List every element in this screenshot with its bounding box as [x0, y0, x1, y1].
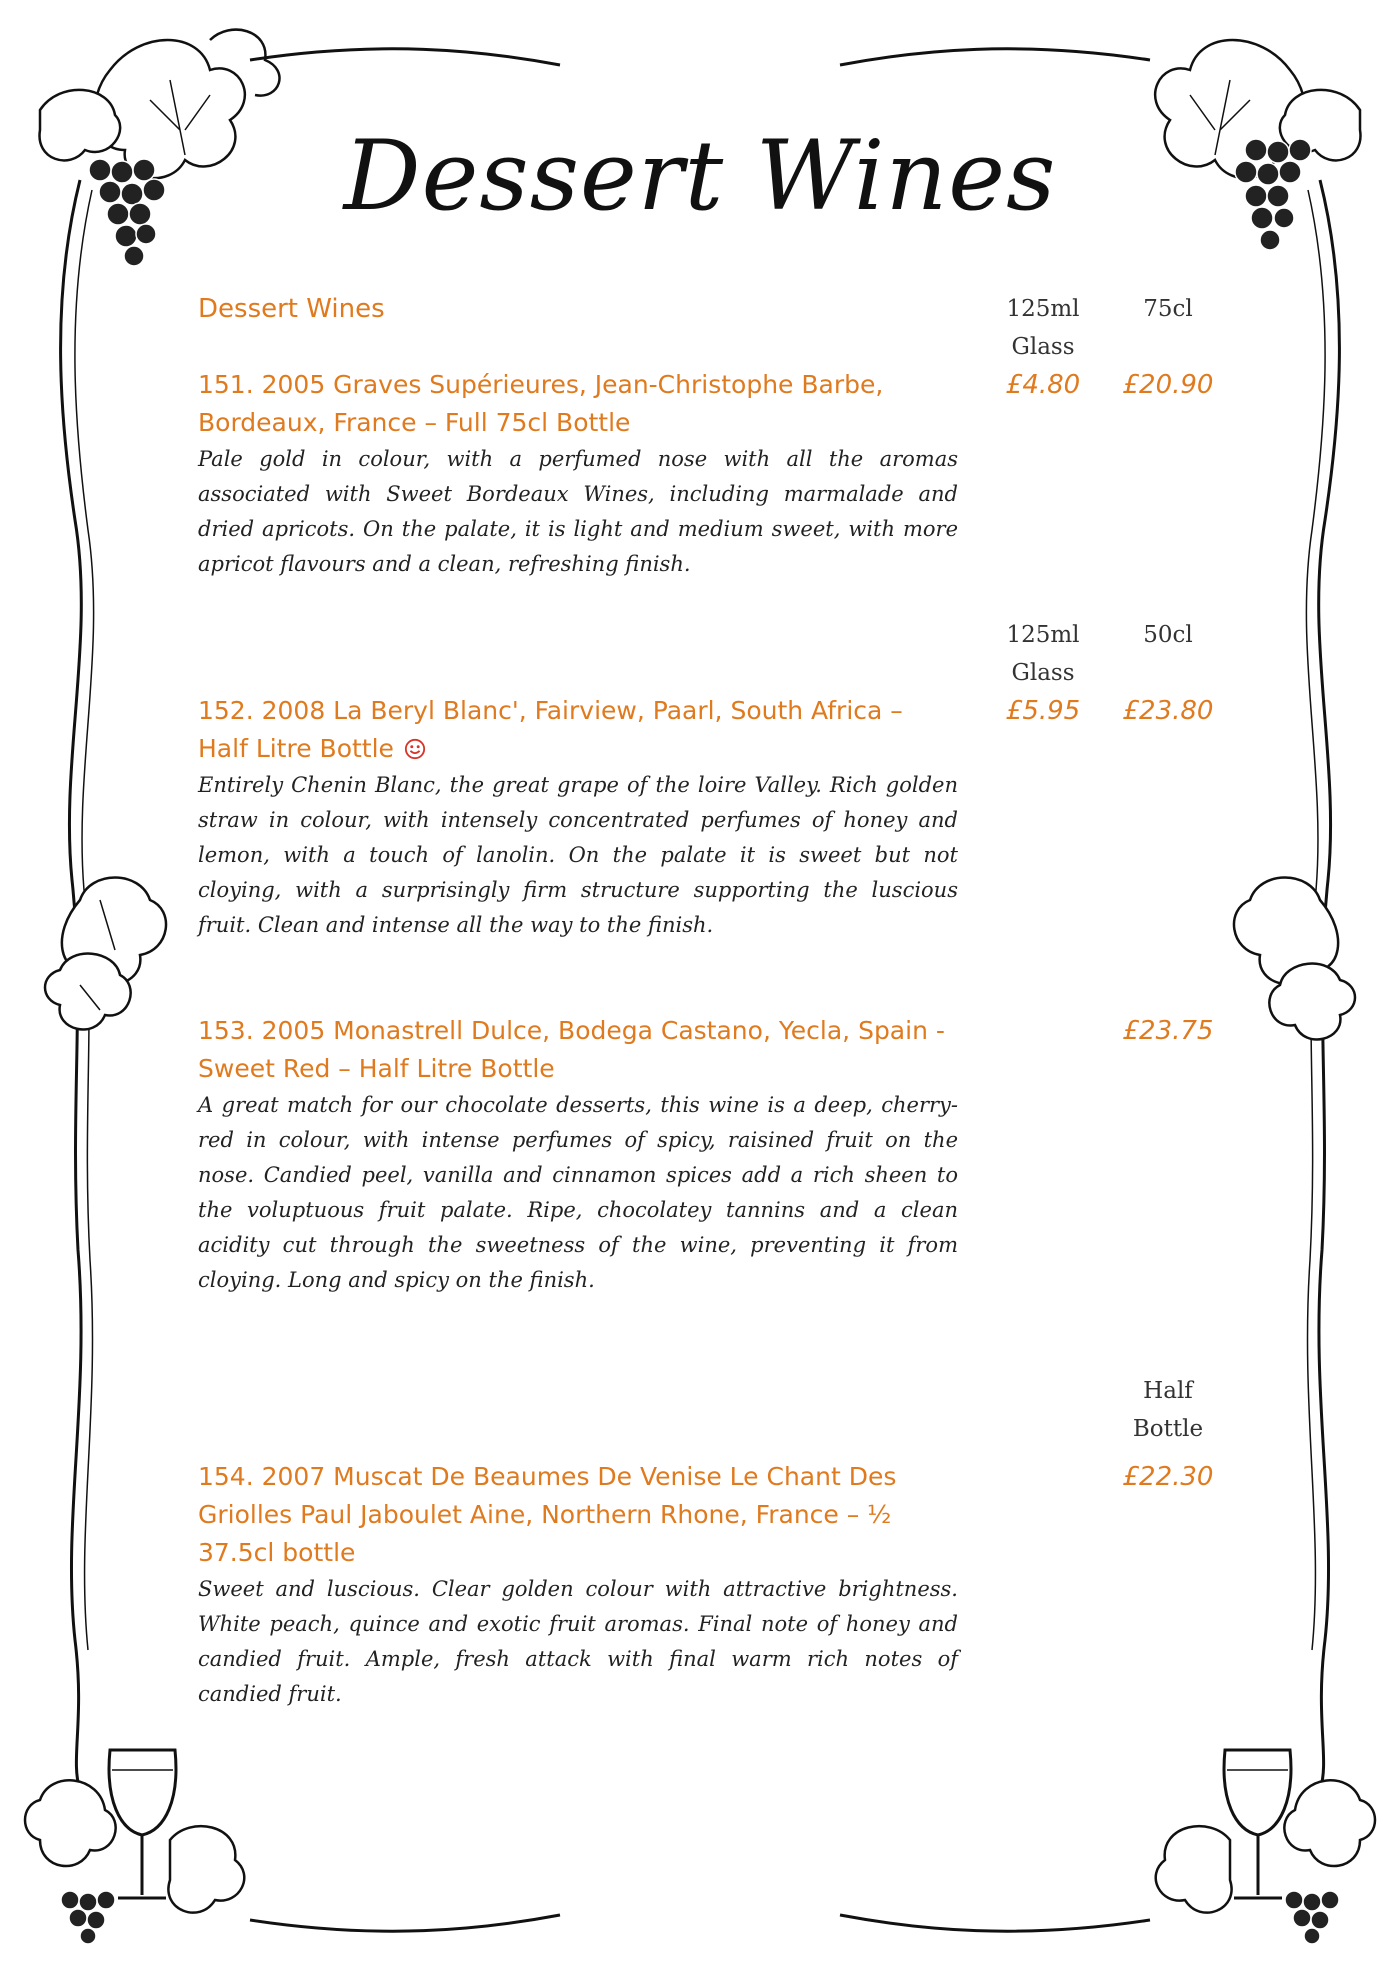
wine-description: Sweet and luscious. Clear golden colour with attractive brightness. White peach, quince and exotic fruit aromas. Final note of honey and candied fruit. Ample, fresh attack with final warm rich notes of candied fruit.	[198, 1577, 958, 1706]
wine-name	[198, 692, 958, 768]
wine-description: Pale gold in colour, with a perfumed nose with all the aromas associated with Sweet Bordeaux Wines, including marmalade and dried apricots. On the palate, it is light and medium sweet, with more apricot flavours and a clean, refreshing finish.	[198, 447, 958, 576]
wine-glass-icon	[109, 1750, 176, 1898]
section-header-row	[198, 290, 1218, 366]
unit-header-row	[198, 1372, 1218, 1458]
smiley-face-icon	[404, 738, 426, 760]
price-bottle: £23.75	[1122, 1016, 1214, 1046]
wine-item	[198, 1012, 1218, 1372]
wine-name-text: 152. 2008 La Beryl Blanc', Fairview, Paarl, South Africa – Half Litre Bottle	[198, 696, 903, 763]
wine-description: A great match for our chocolate desserts, this wine is a deep, cherry-red in colour, with intense perfumes of spicy, raisined fruit on the nose. Candied peel, vanilla and cinnamon spices add a rich sheen to the voluptuous fruit palate. Ripe, chocolatey tannins and a clean acidity cut through the sweetness of the wine, preventing it from cloying. Long and spicy on the finish.	[198, 1093, 958, 1292]
price-glass: £5.95	[1005, 696, 1081, 726]
wine-name: 153. 2005 Monastrell Dulce, Bodega Castano, Yecla, Spain - Sweet Red – Half Litre Bottle	[198, 1016, 945, 1083]
wine-list	[198, 290, 1218, 1718]
wine-item	[198, 1458, 1218, 1718]
wine-name: 154. 2007 Muscat De Beaumes De Venise Le Chant Des Griolles Paul Jaboulet Aine, Northern Rhone, France – ½ 37.5cl bottle	[198, 1462, 897, 1567]
unit-header-row	[198, 616, 1218, 692]
page-title: Dessert Wines	[343, 120, 1057, 232]
price-bottle: £22.30	[1122, 1462, 1214, 1492]
wine-item	[198, 366, 1218, 616]
wine-name: 151. 2005 Graves Supérieures, Jean-Christophe Barbe, Bordeaux, France – Full 75cl Bottle	[198, 370, 884, 437]
section-heading: Dessert Wines	[198, 294, 385, 324]
wine-item	[198, 692, 1218, 1012]
unit-bottle-label: Half Bottle	[1132, 1378, 1204, 1442]
unit-glass-label: 125ml Glass	[1006, 296, 1080, 360]
price-bottle: £23.80	[1122, 696, 1214, 726]
wine-description: Entirely Chenin Blanc, the great grape of the loire Valley. Rich golden straw in colour, with intensely concentrated perfumes of honey and lemon, with a touch of lanolin. On the palate it is sweet but not cloying, with a surprisingly firm structure supporting the luscious fruit. Clean and intense all the way to the finish.	[198, 773, 958, 937]
price-bottle: £20.90	[1122, 370, 1214, 400]
price-glass: £4.80	[1005, 370, 1081, 400]
unit-bottle-label: 50cl	[1143, 622, 1193, 648]
unit-glass-label: 125ml Glass	[1006, 622, 1080, 686]
unit-bottle-label: 75cl	[1143, 296, 1193, 322]
